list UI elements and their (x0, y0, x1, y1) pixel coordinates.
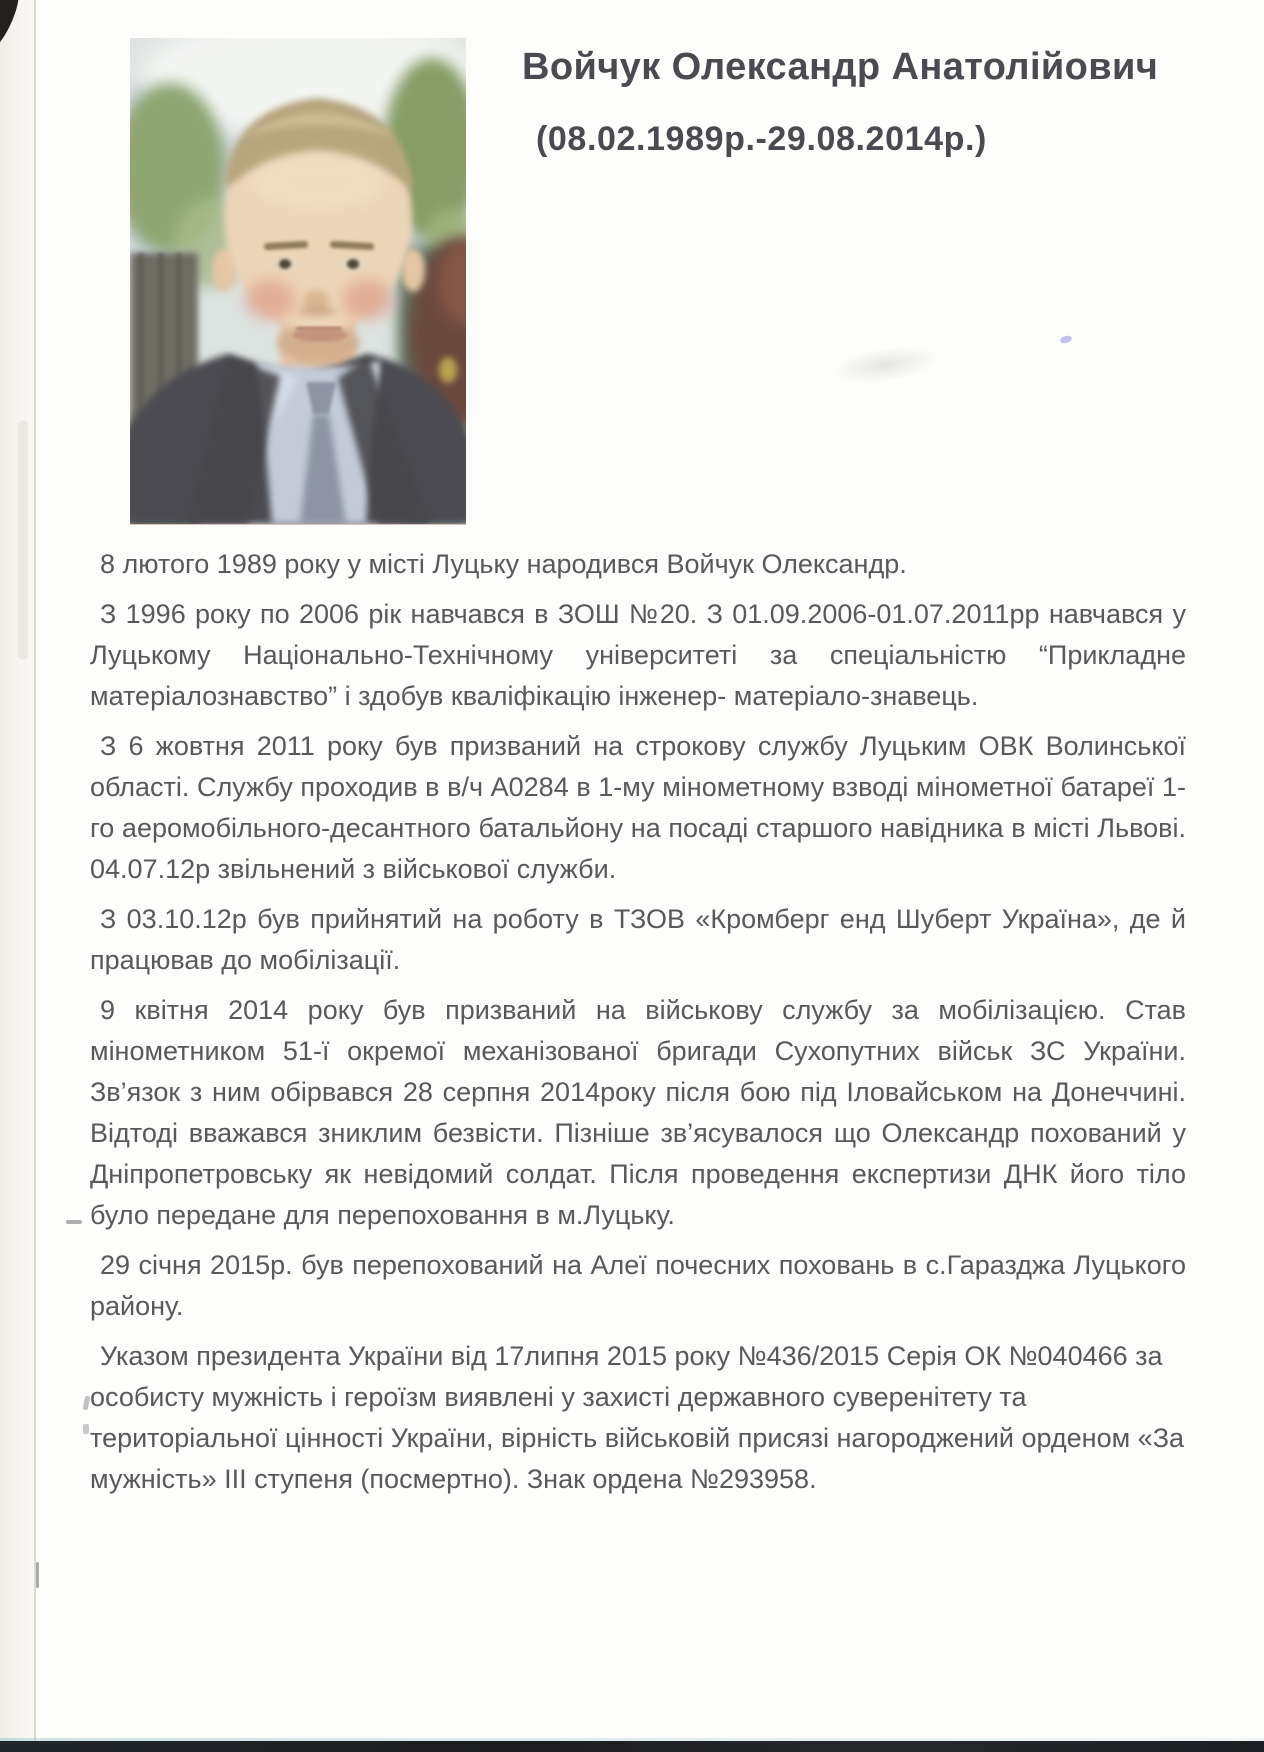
life-dates: (08.02.1989р.-29.08.2014р.) (536, 120, 987, 158)
bio-paragraph-mobilization: 9 квітня 2014 року був призваний на військову службу за мобілізацією. Став мінометником 51-ї окремої механізованої бригади Сухопутних військ ЗС України. Зв’язок з ним обірвався 28 серпня 2014року після бою під Іловайськом на Донеччині. Відтоді вважався зниклим безвісти. Пізніше зв’ясувалося що Олександр похований у Дніпропетровську як невідомий солдат. Після проведення експертизи ДНК його тіло було передане для перепоховання в м.Луцьку. (90, 995, 1186, 1230)
bio-paragraph-education: З 1996 року по 2006 рік навчався в ЗОШ №20. З 01.09.2006-01.07.2011рр навчався у Луцькому Національно-Технічному університеті за спеціальністю “Прикладне матеріалознавство” і здобув кваліфікацію інженер- матеріало-знавець. (90, 599, 1186, 711)
scan-edge-left (0, 0, 36, 1752)
bio-paragraph-award: Указом президента України від 17липня 2015 року №436/2015 Серія ОК №040466 за особисту мужність і героїзм виявлені у захисті державного суверенітету та територіальної цінності України, вірність військовій присязі нагороджений орденом «За мужність» ІІІ ступеня (посмертно). Знак ордена №293958. (90, 1341, 1185, 1494)
scan-smudge (828, 341, 942, 390)
margin-pen-mark (36, 1562, 39, 1588)
bio-paragraph-conscript-service: З 6 жовтня 2011 року був призваний на строкову службу Луцьким ОВК Волинської області. Службу проходив в в/ч А0284 в 1-му мінометному взводі мінометної батареї 1-го аеромобільного-десантного батальйону на посаді старшого навідника в місті Львові. 04.07.12р звільнений з військової служби. (90, 731, 1186, 884)
portrait-photo (130, 38, 466, 524)
margin-pen-mark (83, 1424, 89, 1434)
biography-text (90, 544, 1186, 1509)
page-title: Войчук Олександр Анатолійович (522, 46, 1159, 88)
margin-dash-mark (66, 1220, 82, 1224)
ink-speck (1059, 335, 1072, 345)
scan-bottom-bar (0, 1741, 1264, 1752)
bio-paragraph-birth: 8 лютого 1989 року у місті Луцьку народився Войчук Олександр. (100, 549, 907, 579)
bio-paragraph-work: З 03.10.12р був прийнятий на роботу в ТЗОВ «Кромберг енд Шуберт Україна», де й працював до мобілізації. (90, 904, 1186, 975)
bio-paragraph-reburial: 29 січня 2015р. був перепохований на Алеї почесних поховань в с.Гаразджа Луцького району. (90, 1250, 1186, 1321)
